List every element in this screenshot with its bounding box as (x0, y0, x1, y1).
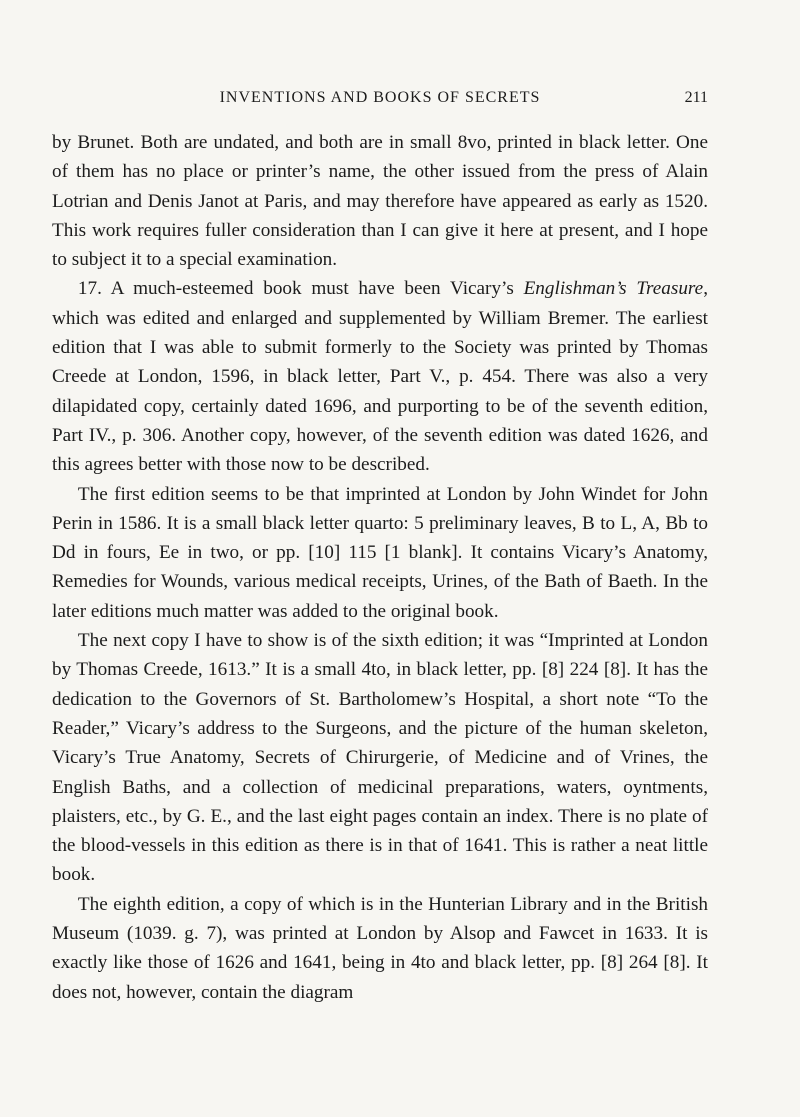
paragraph-text: 17. A much-esteemed book must have been Vicary’s (77, 278, 524, 300)
body-text (52, 128, 708, 1007)
paragraph-text: , which was edited and enlarged and supplemented by William Bremer. The earliest edition that I was able to submit formerly to the Society was printed by Thomas Creede at London, 1596, in black letter, Part V., p. 454. There was also a very dilapidated copy, certainly dated 1696, and purporting to be of the seventh edition, Part IV., p. 306. Another copy, however, of the seventh edition was dated 1626, and this agrees better with those now to be described. (52, 278, 708, 476)
paragraph-sixth-edition: The next copy I have to show is of the sixth edition; it was “Imprinted at London by Thomas Creede, 1613.” It is a small 4to, in black letter, pp. [8] 224 [8]. It has the dedication to the Governors of St. Bartholomew’s Hospital, a short note “To the Reader,” Vicary’s address to the Surgeons, and the picture of the human skeleton, Vicary’s True Anatomy, Secrets of Chirurgerie, of Medicine and of Vrines, the English Baths, and a collection of medicinal preparations, waters, oyntments, plaisters, etc., by G. E., and the last eight pages contain an index. There is no plate of the blood-vessels in this edition as there is in that of 1641. This is rather a neat little book. (52, 630, 708, 886)
paragraph-continuation: by Brunet. Both are undated, and both are in small 8vo, printed in black letter. One of them has no place or printer’s name, the other issued from the press of Alain Lotrian and Denis Janot at Paris, and may therefore have appeared as early as 1520. This work requires fuller consideration than I can give it here at present, and I hope to subject it to a special examination. (52, 132, 708, 271)
page-number: 211 (684, 89, 708, 106)
paragraph-section-17 (52, 274, 708, 479)
paragraph-first-edition: The first edition seems to be that imprinted at London by John Windet for John Perin in 1586. It is a small black letter quarto: 5 preliminary leaves, B to L, A, Bb to Dd in fours, Ee in two, or pp. [10] 115 [1 blank]. It contains Vicary’s Anatomy, Remedies for Wounds, various medical receipts, Urines, of the Bath of Baeth. In the later editions much matter was added to the original book. (52, 483, 708, 622)
document-page (52, 86, 708, 1007)
paragraph-eighth-edition: The eighth edition, a copy of which is in the Hunterian Library and in the British Museum (1039. g. 7), was printed at London by Alsop and Fawcet in 1633. It is exactly like those of 1626 and 1641, being in 4to and black letter, pp. [8] 264 [8]. It does not, however, contain the diagram (52, 893, 708, 1003)
running-title: INVENTIONS AND BOOKS OF SECRETS (219, 89, 541, 106)
book-title-italic: Englishman’s Treasure (523, 278, 704, 300)
running-head (52, 86, 708, 114)
